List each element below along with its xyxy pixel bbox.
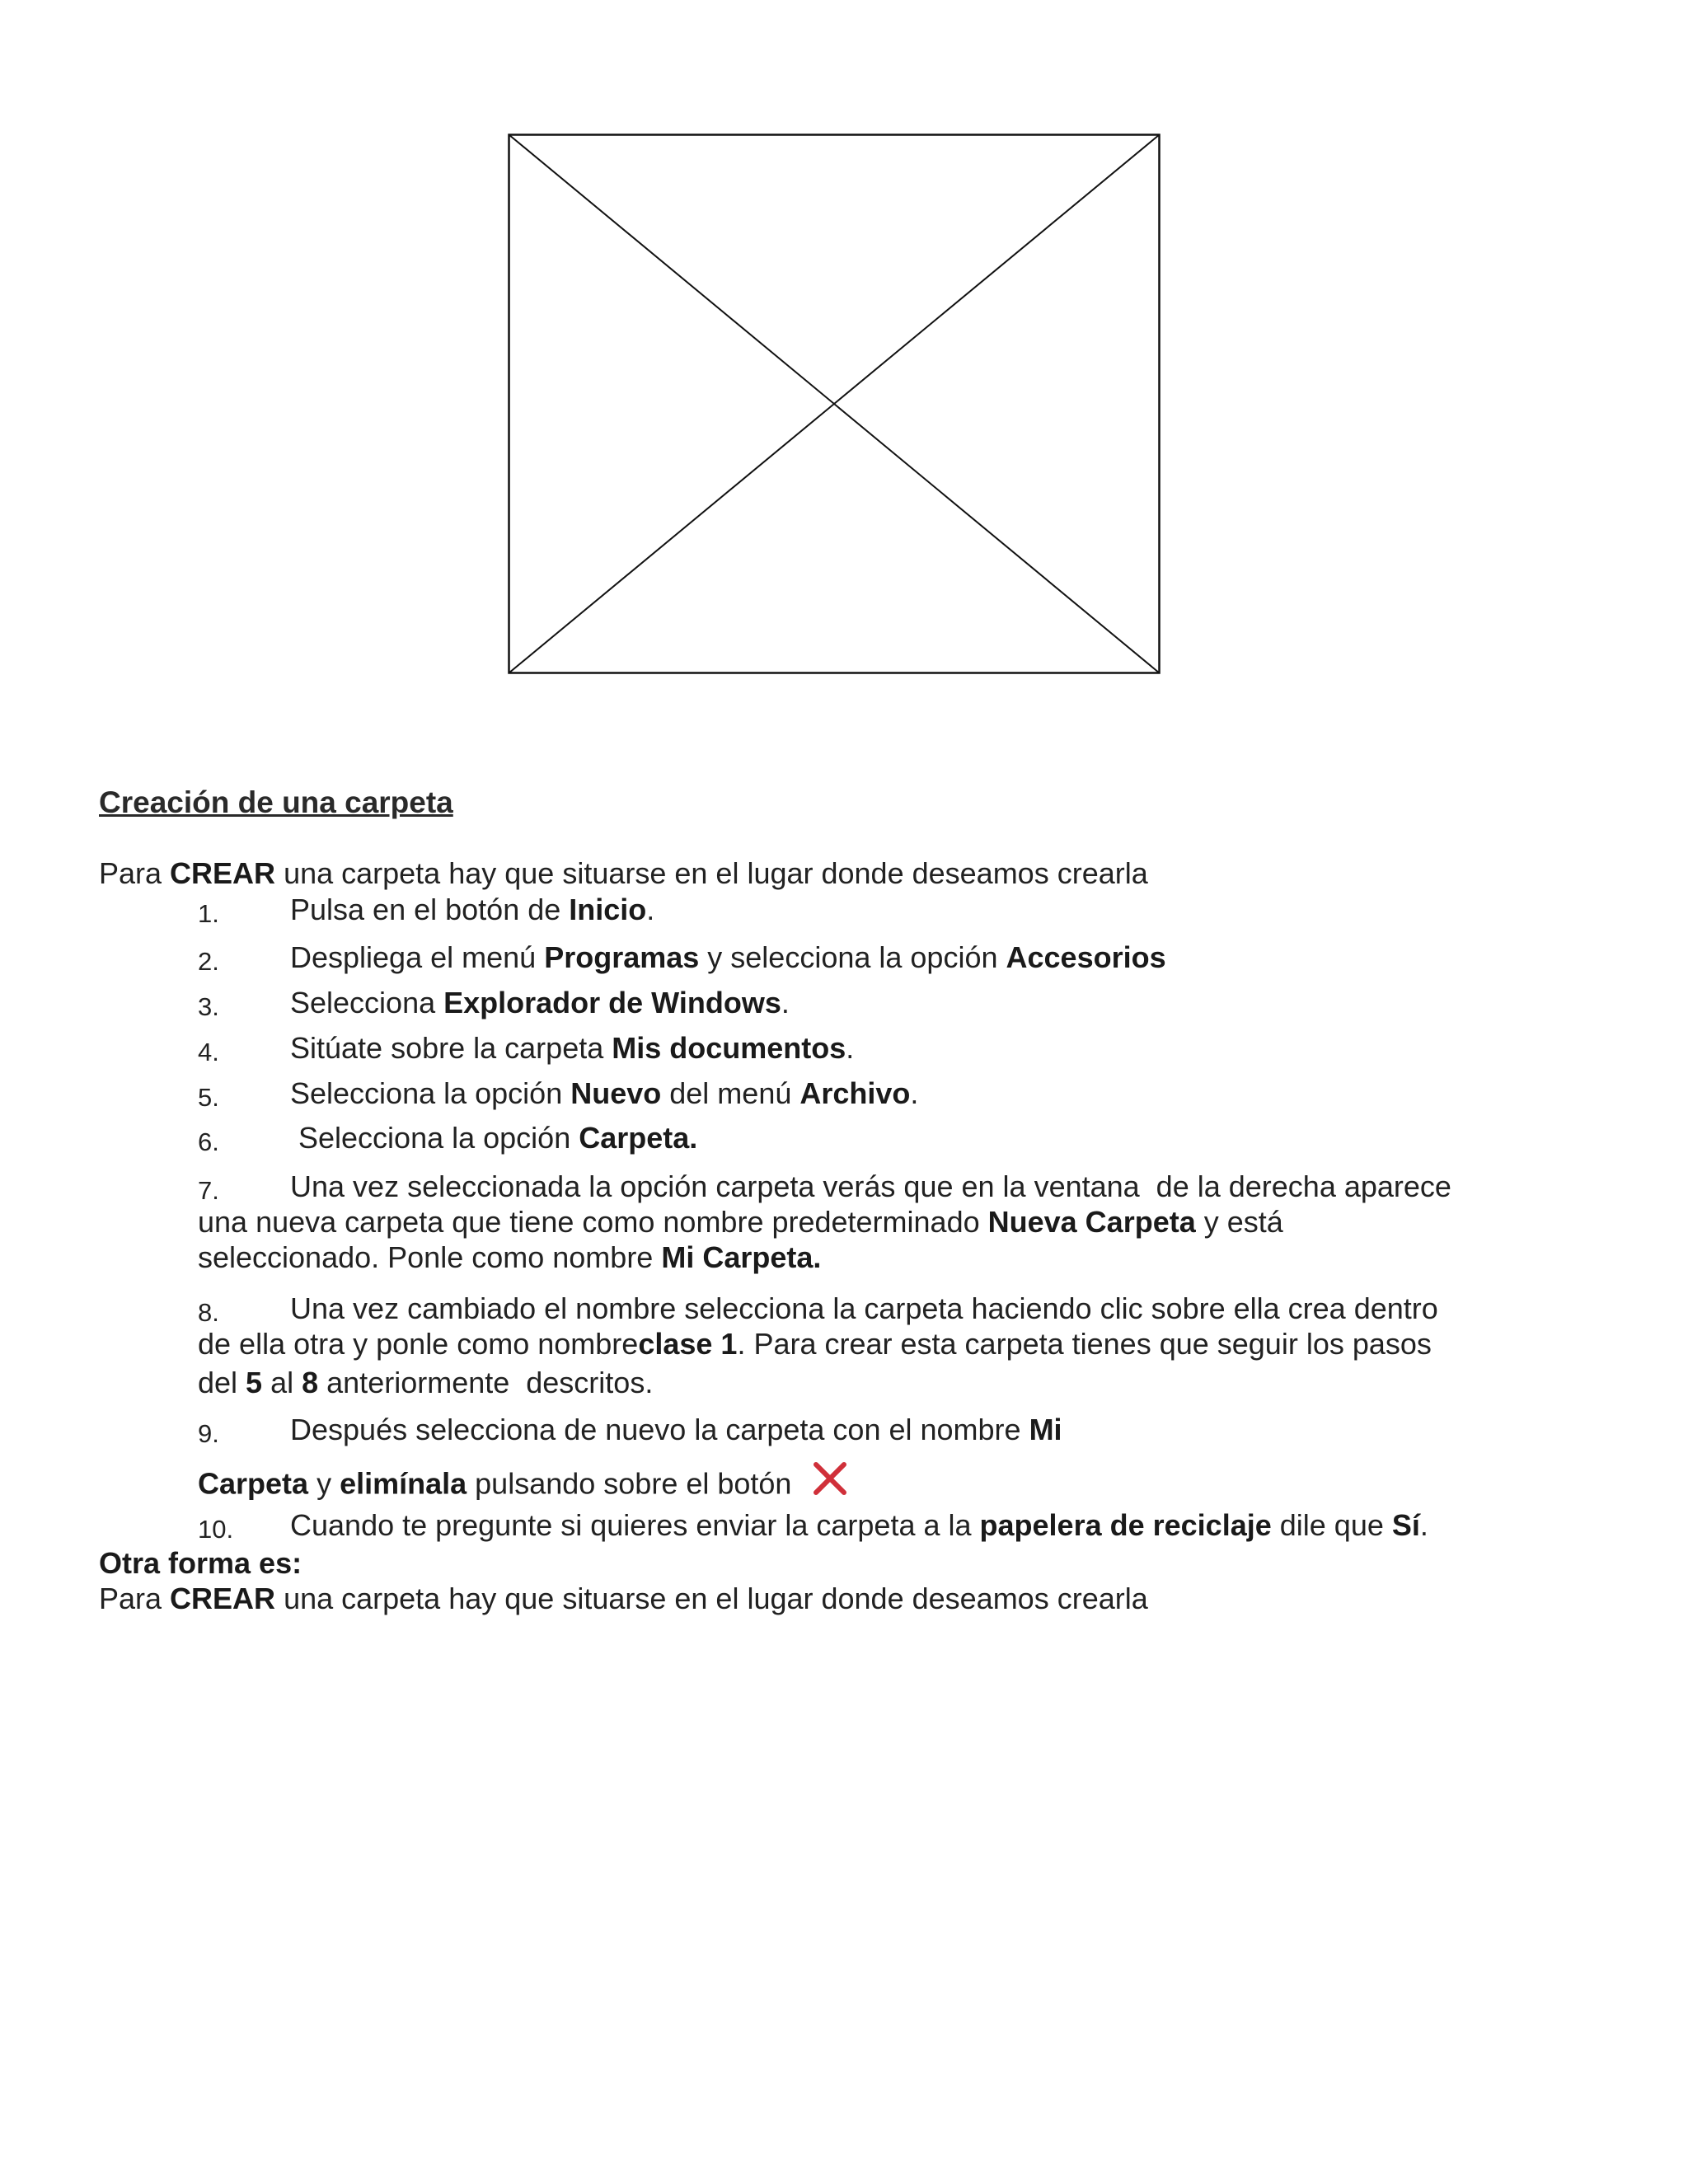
list-item: Una vez seleccionada la opción carpeta verás que en la ventana de la derecha aparece <box>290 1169 1451 1203</box>
image-placeholder <box>508 134 1160 674</box>
intro-text-end: una carpeta hay que situarse en el lugar donde deseamos crearla <box>275 856 1148 890</box>
list-item: Sitúate sobre la carpeta Mis documentos. <box>290 1031 855 1065</box>
step-number: 9. <box>198 1419 219 1448</box>
list-item-continuation: Carpeta y elimínala pulsando sobre el botón <box>198 1463 854 1509</box>
step-number: 6. <box>198 1127 219 1156</box>
list-item: Selecciona la opción Carpeta. <box>290 1121 698 1155</box>
list-item-continuation: del 5 al 8 anteriormente descritos. <box>198 1366 654 1399</box>
outro-paragraph: Para CREAR una carpeta hay que situarse en el lugar donde deseamos crearla <box>99 1582 1148 1615</box>
list-item-continuation: una nueva carpeta que tiene como nombre predeterminado Nueva Carpeta y está <box>198 1205 1283 1239</box>
step-number: 7. <box>198 1176 219 1205</box>
intro-paragraph <box>99 855 1148 891</box>
list-item: Cuando te pregunte si quieres enviar la carpeta a la papelera de reciclaje dile que Sí. <box>290 1508 1428 1542</box>
step-number: 10. <box>198 1515 234 1544</box>
step-number: 8. <box>198 1298 219 1327</box>
list-item: Una vez cambiado el nombre selecciona la carpeta haciendo clic sobre ella crea dentro <box>290 1291 1438 1325</box>
close-x-icon[interactable] <box>806 1456 854 1502</box>
step-number: 2. <box>198 947 219 976</box>
intro-text: Para <box>99 856 171 890</box>
list-item: Selecciona la opción Nuevo del menú Archivo. <box>290 1076 919 1110</box>
other-heading: Otra forma es: <box>99 1546 302 1580</box>
list-item: Selecciona Explorador de Windows. <box>290 986 790 1019</box>
list-item-continuation: seleccionado. Ponle como nombre Mi Carpeta. <box>198 1240 822 1274</box>
step-number: 3. <box>198 992 219 1021</box>
section-heading: Creación de una carpeta <box>99 785 453 819</box>
list-item: Despliega el menú Programas y selecciona la opción Accesorios <box>290 940 1166 974</box>
list-item-continuation: de ella otra y ponle como nombreclase 1. Para crear esta carpeta tienes que seguir los pasos <box>198 1327 1432 1361</box>
list-item: Después selecciona de nuevo la carpeta con el nombre Mi <box>290 1413 1062 1446</box>
step-number: 5. <box>198 1083 219 1112</box>
step-number: 4. <box>198 1038 219 1066</box>
step-number: 1. <box>198 899 219 928</box>
list-item: Pulsa en el botón de Inicio. <box>290 893 655 926</box>
intro-bold: CREAR <box>170 856 276 890</box>
